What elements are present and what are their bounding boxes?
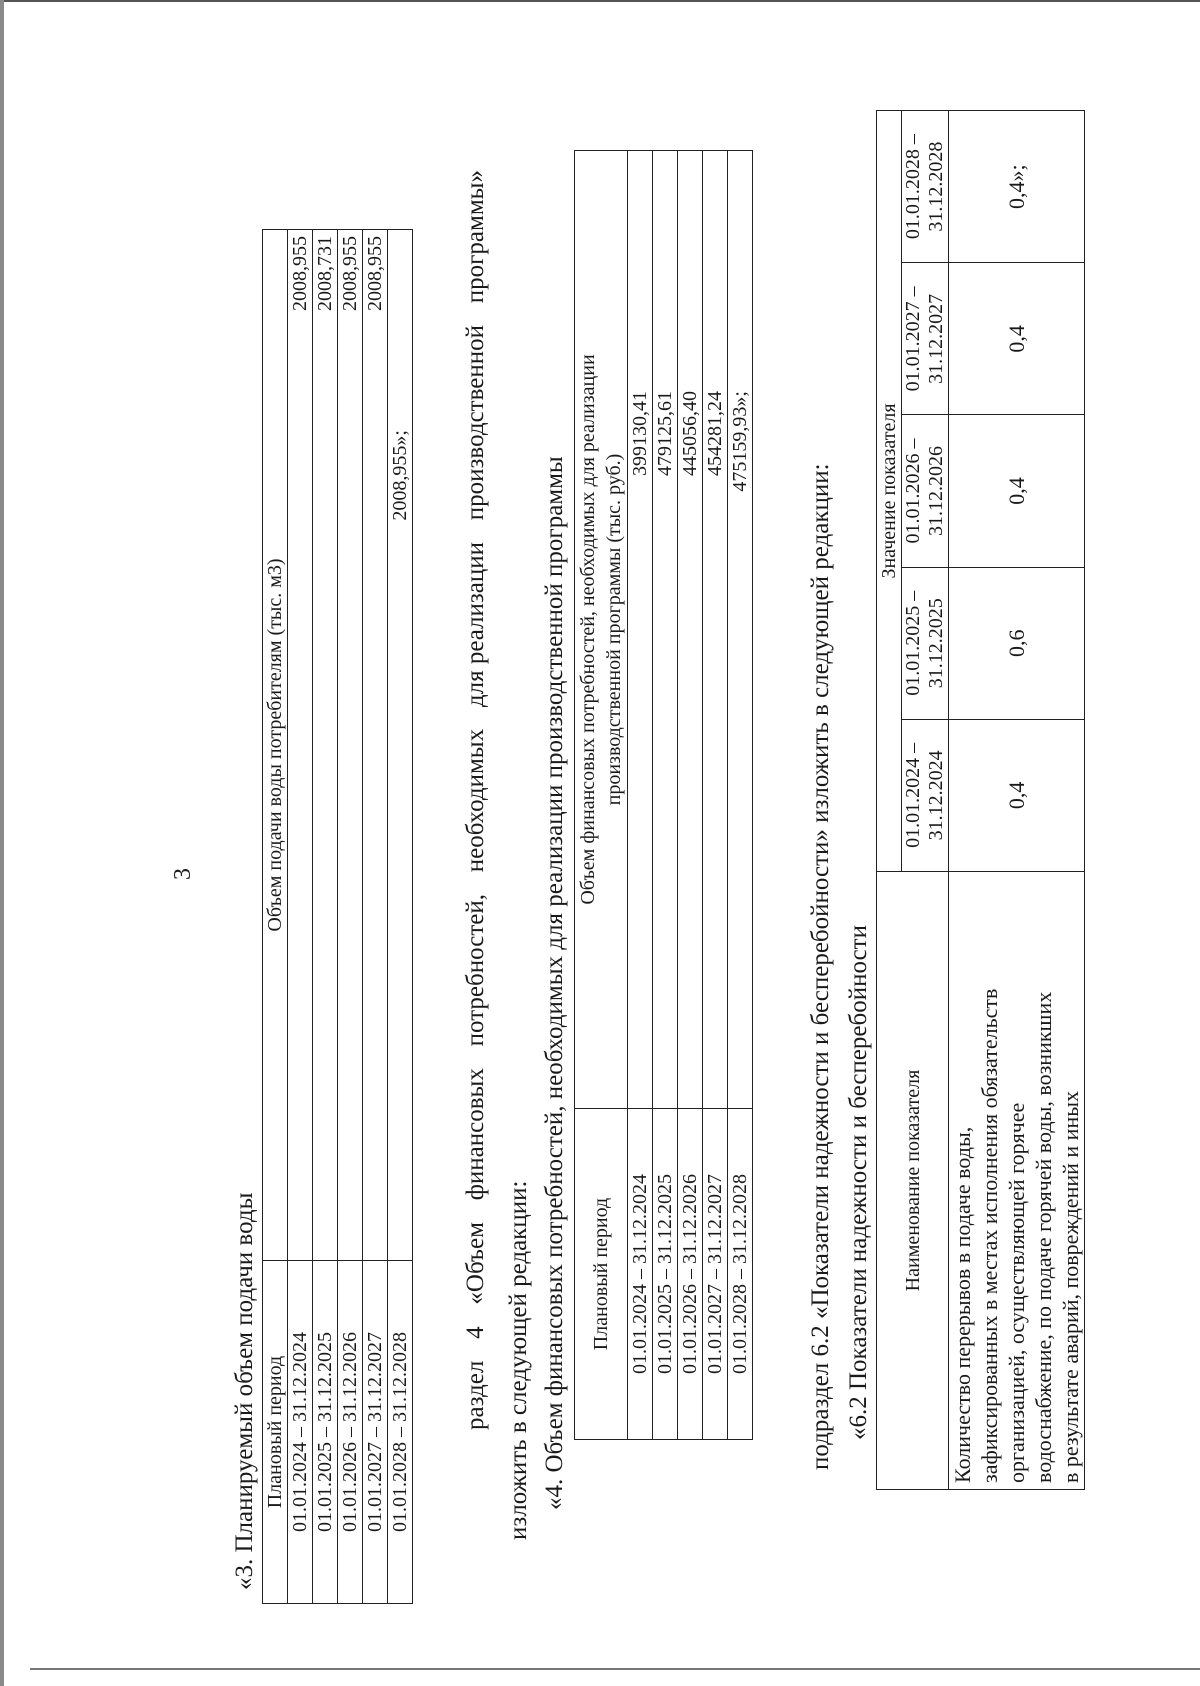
cell-period: 01.01.2027 – 31.12.2027 [703,1109,728,1440]
cell-period: 01.01.2026 – 31.12.2026 [338,1261,363,1604]
cell-value: 2008,955 [338,230,363,1261]
period-start: 01.01.2027 – [902,286,924,392]
table-row [363,230,388,1604]
period-start: 01.01.2026 – [902,438,924,544]
header-value [575,151,628,1109]
value-2028: 0,4»; [949,111,1085,263]
section4-table [574,150,753,1440]
table-row [628,151,653,1440]
cell-period: 01.01.2028 – 31.12.2028 [388,1261,413,1604]
rotated-document-page [170,80,1083,1640]
word: финансовых [462,1068,489,1201]
cell-period: 01.01.2024 – 31.12.2024 [288,1261,313,1604]
period-end: 31.12.2028 [925,141,947,232]
table-row [313,230,338,1604]
scan-top-edge [0,0,1200,8]
header-group: Значение показателя [877,111,902,872]
period-end: 31.12.2026 [925,446,947,537]
scan-left-edge [0,0,4,1686]
indicator-name-cell [949,872,1085,1490]
value-2026: 0,4 [949,415,1085,567]
cell-value: 2008,731 [313,230,338,1261]
table-row [728,151,753,1440]
word: 4 [462,1326,489,1339]
cell-period: 01.01.2027 – 31.12.2027 [363,1261,388,1604]
table-row [949,111,1085,1490]
instruction4-line1 [462,170,490,1430]
word: программы» [462,170,489,304]
cell-value: 445056,40 [678,151,703,1109]
section6-table [876,110,1085,1490]
cell-period: 01.01.2025 – 31.12.2025 [653,1109,678,1440]
period-start: 01.01.2025 – [902,590,924,696]
header-period-2028 [902,111,949,263]
indicator-line: зафиксированных в местах исполнения обязательств [977,988,1002,1483]
table-row [653,151,678,1440]
header-value-line2: производственной программы (тыс. руб.) [603,453,625,806]
header-value-line1: Объем финансовых потребностей, необходимых для реализации [577,354,599,905]
page-number: 3 [170,868,196,880]
indicator-line: Количество перерывов в подаче воды, [950,1126,975,1483]
section4-heading: «4. Объем финансовых потребностей, необходимых для реализации производственной программы [541,456,568,1510]
indicator-line: в результате аварий, повреждений и иных [1058,1091,1083,1483]
word: необходимых [462,728,489,873]
period-start: 01.01.2028 – [902,134,924,240]
period-start: 01.01.2024 – [902,742,924,848]
header-period-2026 [902,415,949,567]
cell-value: 2008,955 [288,230,313,1261]
instruction4-line2: изложить в следующей редакции: [505,1180,532,1540]
header-value: Объем подачи воды потребителям (тыс. м3) [263,230,288,1261]
table-row [703,151,728,1440]
word: «Объем [462,1222,489,1305]
header-period: Плановый период [263,1261,288,1604]
header-period: Плановый период [575,1109,628,1440]
table-header-row [877,111,902,1490]
header-indicator-name: Наименование показателя [877,872,949,1490]
scan-bottom-edge [30,1668,1200,1670]
table-row [338,230,363,1604]
section6-heading: «6.2 Показатели надежности и бесперебойности [845,925,872,1440]
word: для реализации [462,542,489,708]
cell-period: 01.01.2024 – 31.12.2024 [628,1109,653,1440]
value-2024: 0,4 [949,719,1085,871]
cell-period: 01.01.2026 – 31.12.2026 [678,1109,703,1440]
period-end: 31.12.2024 [925,750,947,841]
header-period-2027 [902,263,949,415]
period-end: 31.12.2025 [925,598,947,689]
cell-value: 2008,955»; [388,230,413,1261]
table-header-row [263,230,288,1604]
cell-period: 01.01.2028 – 31.12.2028 [728,1109,753,1440]
period-end: 31.12.2027 [925,293,947,384]
section6-table-wrap [876,110,1085,1490]
word: раздел [462,1360,489,1430]
section4-table-wrap [574,150,753,1440]
cell-value: 399130,41 [628,151,653,1109]
cell-value: 2008,955 [363,230,388,1261]
indicator-line: организацией, осуществляющей горячее [1004,1102,1029,1483]
table-row [678,151,703,1440]
value-2025: 0,6 [949,567,1085,719]
table-row [288,230,313,1604]
header-period-2024 [902,719,949,871]
indicator-line: водоснабжение, по подаче горячей воды, возникших [1031,991,1056,1483]
cell-value: 454281,24 [703,151,728,1109]
word: потребностей, [462,894,489,1047]
instruction6-line: подраздел 6.2 «Показатели надежности и бесперебойности» изложить в следующей редакции: [807,463,834,1470]
header-period-2025 [902,567,949,719]
value-2027: 0,4 [949,263,1085,415]
cell-period: 01.01.2025 – 31.12.2025 [313,1261,338,1604]
table-row [388,230,413,1604]
word: производственной [462,325,489,521]
section3-heading: «3. Планируемый объем подачи воды [231,1192,258,1590]
cell-value: 475159,93»; [728,151,753,1109]
table-header-row [575,151,628,1440]
section3-table [262,229,413,1604]
cell-value: 479125,61 [653,151,678,1109]
section3-table-wrap [262,229,413,1604]
